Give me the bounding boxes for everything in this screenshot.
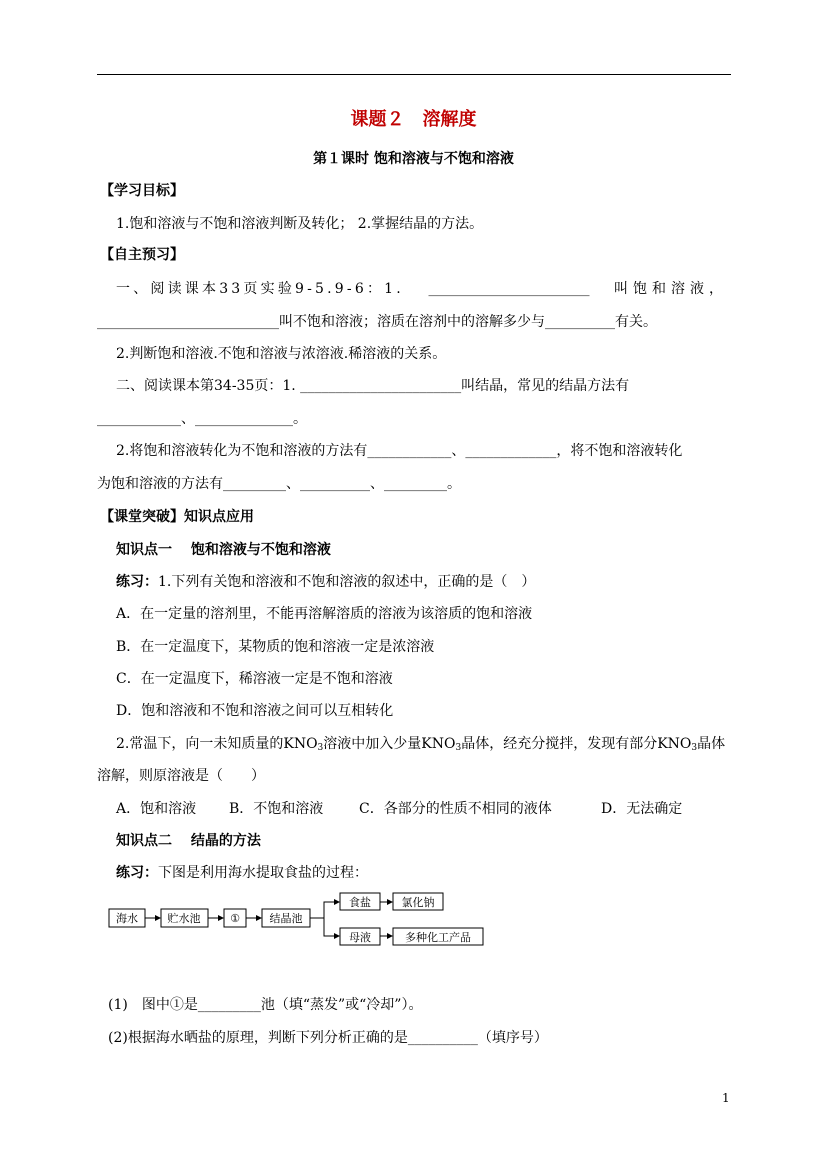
goals-heading: 【学习目标】 — [100, 183, 184, 199]
preview-heading: 【自主预习】 — [100, 247, 184, 263]
preview-line-2: __________________________叫不饱和溶液；溶质在溶剂中的溶解多少与__________有关。 — [97, 314, 657, 330]
flow-label-seawater: 海水 — [116, 912, 138, 925]
flow-label-crystallization: 结晶池 — [269, 912, 303, 925]
flow-branch — [324, 918, 339, 936]
preview-line-3: 2.判断饱和溶液.不饱和溶液与浓溶液.稀溶液的关系。 — [116, 346, 447, 362]
flow-diagram — [108, 890, 488, 950]
header-rule — [97, 74, 731, 75]
flow-label-reservoir: 贮水池 — [167, 912, 201, 925]
preview-line-5: ____________、______________。 — [97, 411, 307, 427]
question-2-option-a: A．饱和溶液 — [116, 801, 197, 817]
exercise-2 — [116, 864, 368, 882]
page-number: 1 — [722, 1091, 730, 1105]
preview-line-1 — [116, 280, 728, 298]
classroom-heading: 【课堂突破】知识点应用 — [100, 509, 254, 525]
knowledge-point-2: 知识点二 结晶的方法 — [116, 833, 261, 849]
flow-label-mother-liquor: 母液 — [349, 931, 371, 944]
question-2 — [116, 735, 725, 753]
question-1-option-d: D．饱和溶液和不饱和溶液之间可以互相转化 — [116, 703, 394, 719]
question-1 — [116, 573, 535, 591]
preview-line-1-left: 一、阅读课本33页实验9-5.9-6：1. — [116, 281, 404, 297]
preview-line-4: 二、阅读课本第34-35页：1. _______________________叫结晶，常见的结晶方法有 — [116, 378, 630, 394]
question-2-part-d: 晶体 — [697, 736, 726, 752]
question-1-option-b: B．在一定温度下，某物质的饱和溶液一定是浓溶液 — [116, 639, 435, 655]
preview-line-1-blank: _______________________ — [428, 281, 590, 297]
goals-text: 1.饱和溶液与不饱和溶液判断及转化； 2.掌握结晶的方法。 — [116, 216, 484, 232]
subscript: 3 — [691, 743, 698, 753]
question-1-text: 1.下列有关饱和溶液和不饱和溶液的叙述中，正确的是（ ） — [158, 574, 536, 590]
flow-label-salt: 食盐 — [349, 896, 371, 909]
preview-line-6: 2.将饱和溶液转化为不饱和溶液的方法有____________、_____________，将不饱和溶液转化 — [116, 443, 683, 459]
exercise-label: 练习： — [116, 865, 158, 881]
sub-question-2: (2)根据海水晒盐的原理，判断下列分析正确的是__________（填序号） — [108, 1030, 548, 1046]
flow-label-step-1: ① — [230, 912, 240, 925]
flow-label-chemical-products: 多种化工产品 — [405, 931, 471, 944]
subscript: 3 — [317, 743, 324, 753]
question-2-part-b: 溶液中加入少量KNO — [323, 736, 456, 752]
question-2-part-a: 2.常温下，向一未知质量的KNO — [116, 736, 318, 752]
exercise-2-text: 下图是利用海水提取食盐的过程： — [158, 865, 368, 881]
question-2-option-b: B．不饱和溶液 — [229, 801, 324, 817]
question-2-line-2: 溶解，则原溶液是（ ） — [97, 768, 265, 784]
flow-branch — [310, 902, 339, 918]
question-2-option-c: C．各部分的性质不相同的液体 — [359, 801, 552, 817]
question-2-option-d: D．无法确定 — [601, 801, 683, 817]
preview-line-1-right: 叫饱和溶液， — [613, 281, 728, 297]
page-title: 课题２ 溶解度 — [350, 109, 477, 130]
flow-label-sodium-chloride: 氯化钠 — [401, 896, 435, 909]
question-2-part-c: 晶体，经充分搅拌，发现有部分KNO — [461, 736, 692, 752]
sub-question-1: (1) 图中①是_________池（填“蒸发”或“冷却”）。 — [108, 997, 423, 1013]
question-1-option-a: A．在一定量的溶剂里，不能再溶解溶质的溶液为该溶质的饱和溶液 — [116, 606, 533, 622]
question-1-option-c: C．在一定温度下，稀溶液一定是不饱和溶液 — [116, 671, 393, 687]
knowledge-point-1: 知识点一 饱和溶液与不饱和溶液 — [116, 542, 331, 558]
subscript: 3 — [455, 743, 462, 753]
exercise-label: 练习： — [116, 574, 158, 590]
preview-line-7: 为饱和溶液的方法有_________、__________、_________。 — [97, 476, 461, 492]
page-subtitle: 第１课时 饱和溶液与不饱和溶液 — [313, 151, 514, 167]
